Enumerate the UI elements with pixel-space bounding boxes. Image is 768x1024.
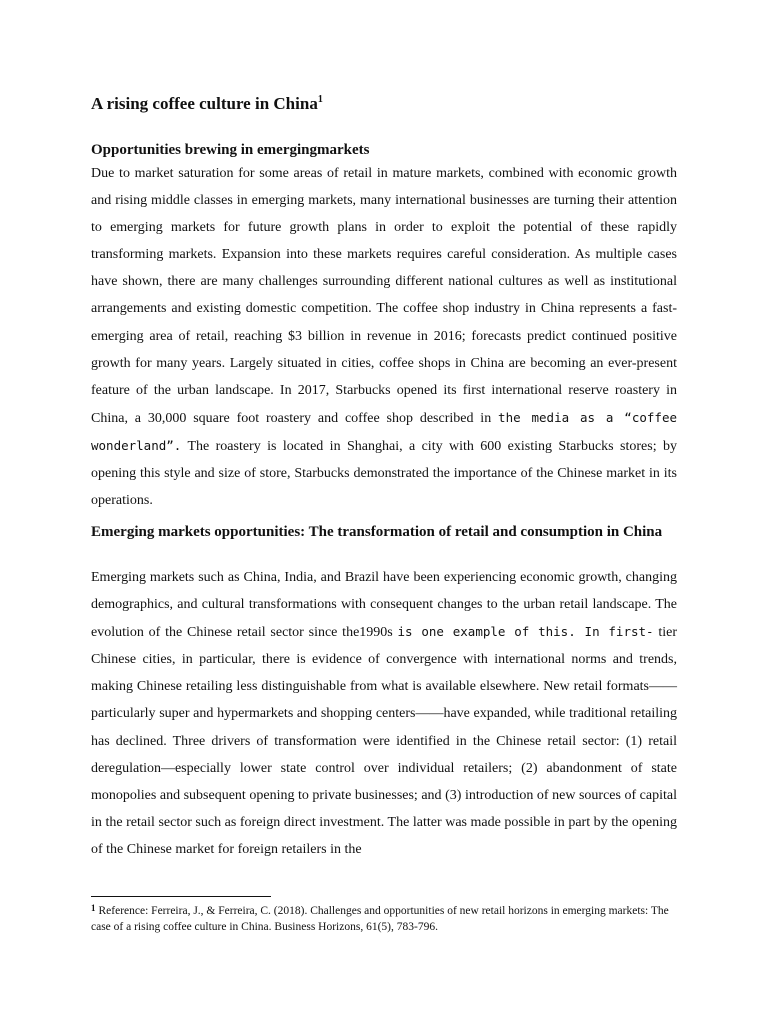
footnote <box>91 901 677 935</box>
section-heading-opportunities: Opportunities brewing in emergingmarkets <box>91 142 370 158</box>
paragraph-text: The roastery is located in Shanghai, a city with 600 existing Starbucks stores; by opening this style and size of store, Starbucks demonstrated the importance of the Chinese market in its operations. <box>91 438 677 509</box>
document-title <box>91 94 323 114</box>
section-heading-emerging-markets: Emerging markets opportunities: The transformation of retail and consumption in China <box>91 524 663 540</box>
footnote-marker: 1 <box>91 903 96 913</box>
title-text: A rising coffee culture in China <box>91 94 318 113</box>
footnote-text: Reference: Ferreira, J., & Ferreira, C. (2018). Challenges and opportunities of new retail horizons in emerging markets: The case of a rising coffee culture in China. Business Horizons, 61(5), 783-796. <box>91 905 669 933</box>
paragraph-text: tier Chinese cities, in particular, there is evidence of convergence with international norms and trends, making Chinese retailing less distinguishable from what is available elsewhere. New retail formats——particularly super and hypermarkets and shopping centers——have expanded, while traditional retailing has declined. Three drivers of transformation were identified in the Chinese retail sector: (1) retail deregulation—especially lower state control over individual retailers; (2) abandonment of state monopolies and subsequent opening to private businesses; and (3) introduction of new sources of capital in the retail sector such as foreign direct investment. The latter was made possible in part by the opening of the Chinese market for foreign retailers in the <box>91 625 677 857</box>
paragraph-mono-text: the media as a “coffee wonderland”. <box>91 409 677 453</box>
title-footnote-marker[interactable]: 1 <box>317 94 323 105</box>
paragraph-mono-text: is one example of this. In first- <box>397 624 654 640</box>
paragraph-text: Due to market saturation for some areas of retail in mature markets, combined with economic growth and rising middle classes in emerging markets, many international businesses are turning their attention to emerging markets for future growth plans in order to exploit the potential of these rapidly transforming markets. Expansion into these markets requires careful consideration. As multiple cases have shown, there are many challenges surrounding different national cultures as well as institutional arrangements and existing domestic competition. The coffee shop industry in China represents a fast-emerging area of retail, reaching $3 billion in revenue in 2016; forecasts predict continued positive growth for many years. Largely situated in cities, coffee shops in China are becoming an ever-present feature of the urban landscape. In 2017, Starbucks opened its first international reserve roastery in China, a 30,000 square foot roastery and coffee shop described in <box>91 166 677 426</box>
section-paragraph-opportunities <box>91 160 677 514</box>
section-paragraph-emerging-markets <box>91 564 677 863</box>
paragraph-text: Emerging markets such as China, India, and Brazil have been experiencing economic growth, changing demographics, and cultural transformations with consequent changes to the urban retail landscape. The evolution of the Chinese retail sector since the1990s <box>91 570 677 641</box>
footnote-divider <box>91 896 271 897</box>
